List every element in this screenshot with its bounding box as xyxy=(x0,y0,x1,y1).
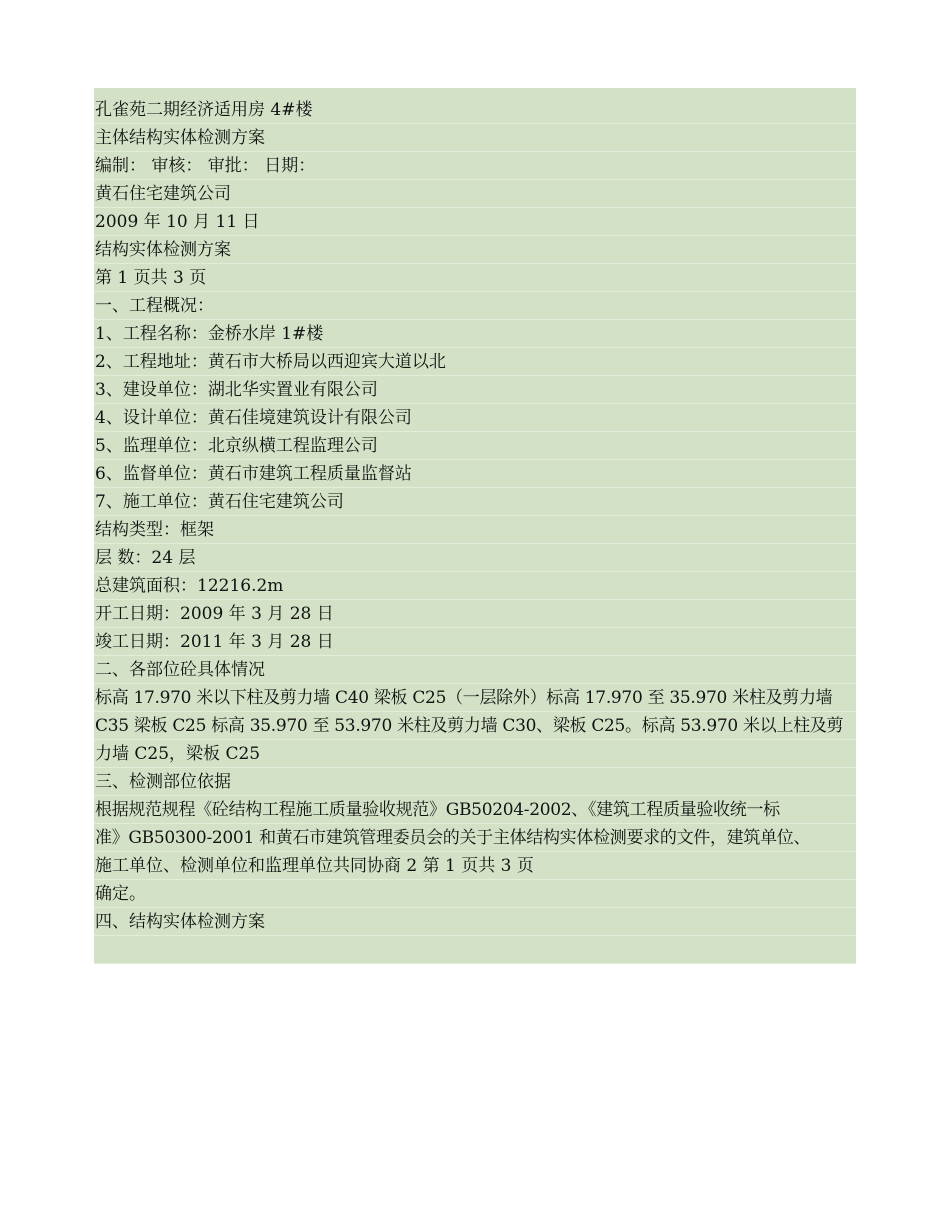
project-name: 1、工程名称：金桥水岸 1#楼 xyxy=(94,320,856,348)
concrete-paragraph-line-1: 标高 17.970 米以下柱及剪力墙 C40 梁板 C25（一层除外）标高 17.970 至 35.970 米柱及剪力墙 xyxy=(94,684,856,712)
total-area: 总建筑面积：12216.2m xyxy=(94,572,856,600)
basis-paragraph-line-1: 根据规范规程《砼结构工程施工质量验收规范》GB50204-2002、《建筑工程质量验收统一标 xyxy=(94,796,856,824)
floor-count: 层 数：24 层 xyxy=(94,544,856,572)
inspection-unit: 6、监督单位：黄石市建筑工程质量监督站 xyxy=(94,460,856,488)
doc-subtitle: 主体结构实体检测方案 xyxy=(94,124,856,152)
doc-heading: 结构实体检测方案 xyxy=(94,236,856,264)
section-heading-plan: 四、结构实体检测方案 xyxy=(94,908,856,936)
start-date: 开工日期：2009 年 3 月 28 日 xyxy=(94,600,856,628)
doc-date: 2009 年 10 月 11 日 xyxy=(94,208,856,236)
basis-paragraph-line-3: 施工单位、检测单位和监理单位共同协商 2 第 1 页共 3 页 xyxy=(94,852,856,880)
doc-signoff-line: 编制： 审核： 审批： 日期： xyxy=(94,152,856,180)
concrete-paragraph-line-2: C35 梁板 C25 标高 35.970 至 53.970 米柱及剪力墙 C30、梁板 C25。标高 53.970 米以上柱及剪 xyxy=(94,712,856,740)
document-page xyxy=(94,88,856,963)
section-heading-concrete: 二、各部位砼具体情况 xyxy=(94,656,856,684)
blank-row xyxy=(94,936,856,964)
design-unit: 4、设计单位：黄石佳境建筑设计有限公司 xyxy=(94,404,856,432)
supervision-unit: 5、监理单位：北京纵横工程监理公司 xyxy=(94,432,856,460)
doc-title: 孔雀苑二期经济适用房 4#楼 xyxy=(94,96,856,124)
document-body xyxy=(94,96,856,964)
basis-paragraph-line-2: 准》GB50300-2001 和黄石市建筑管理委员会的关于主体结构实体检测要求的文件，建筑单位、 xyxy=(94,824,856,852)
builder-unit: 7、施工单位：黄石住宅建筑公司 xyxy=(94,488,856,516)
section-heading-basis: 三、检测部位依据 xyxy=(94,768,856,796)
basis-paragraph-line-4: 确定。 xyxy=(94,880,856,908)
project-address: 2、工程地址：黄石市大桥局以西迎宾大道以北 xyxy=(94,348,856,376)
construction-owner: 3、建设单位：湖北华实置业有限公司 xyxy=(94,376,856,404)
completion-date: 竣工日期：2011 年 3 月 28 日 xyxy=(94,628,856,656)
page-counter: 第 1 页共 3 页 xyxy=(94,264,856,292)
section-heading-overview: 一、工程概况： xyxy=(94,292,856,320)
concrete-paragraph-line-3: 力墙 C25，梁板 C25 xyxy=(94,740,856,768)
doc-company: 黄石住宅建筑公司 xyxy=(94,180,856,208)
structure-type: 结构类型：框架 xyxy=(94,516,856,544)
